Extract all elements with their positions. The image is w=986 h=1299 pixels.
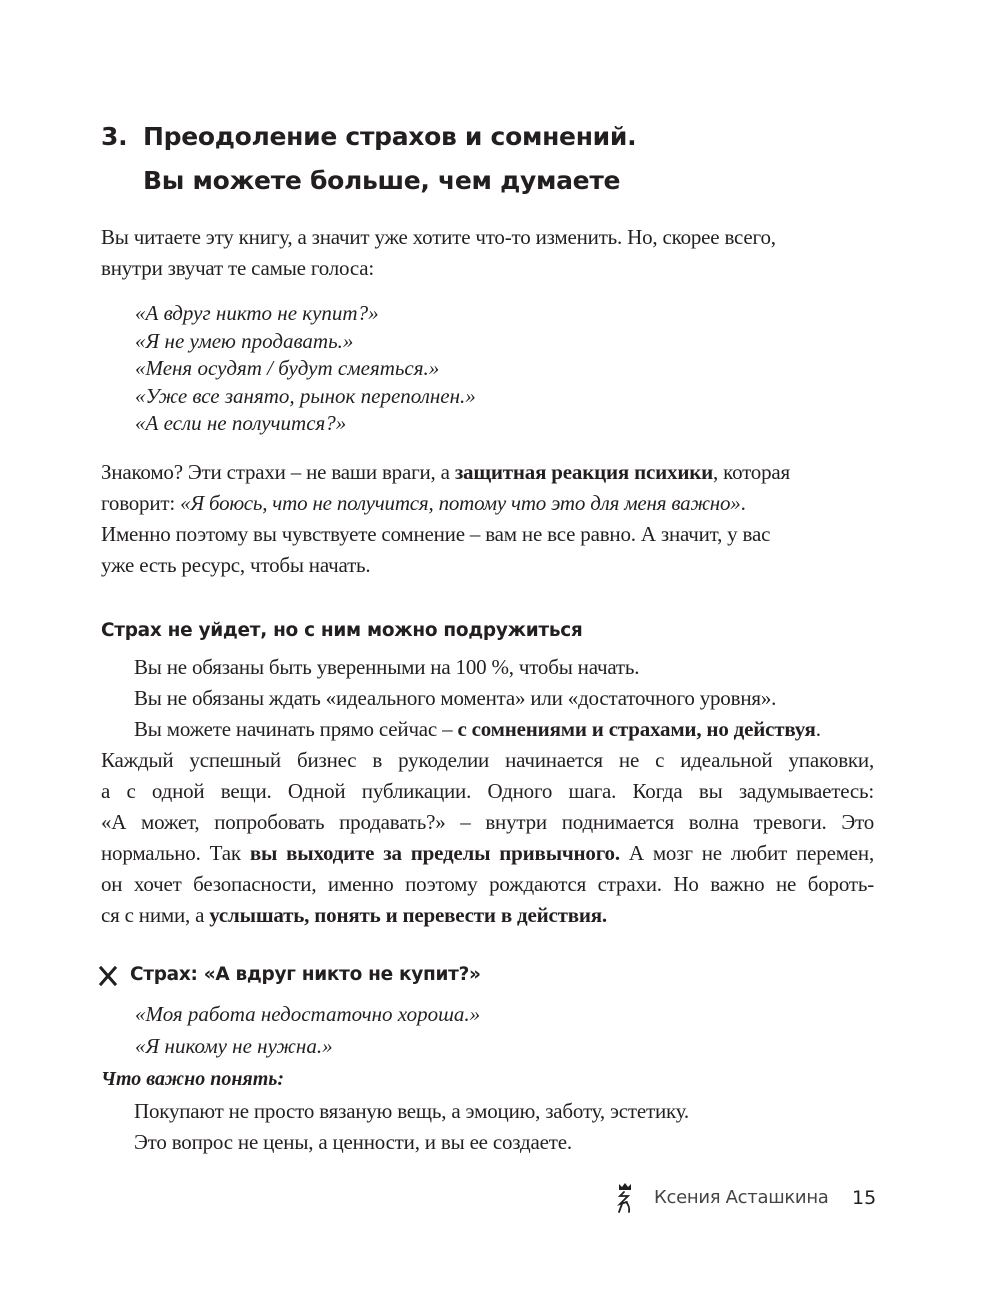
text: Вы можете начинать прямо сейчас – bbox=[134, 717, 458, 741]
paragraph-line: а с одной вещи. Одной публикации. Одного шага. Когда вы задумываетесь: bbox=[101, 779, 874, 803]
section-title-line1: Преодоление страхов и сомнений. bbox=[143, 122, 637, 151]
voice-quote: «А если не получится?» bbox=[135, 411, 347, 435]
italic-quote: «Я боюсь, что не получится, потому что это для меня важно» bbox=[180, 491, 741, 515]
page-number: 15 bbox=[852, 1187, 877, 1209]
text: . bbox=[815, 717, 821, 741]
paragraph-line: он хочет безопасности, именно поэтому рождаются страхи. Но важно не бороть- bbox=[101, 872, 874, 896]
fear-quote: «Моя работа недостаточно хороша.» bbox=[135, 1002, 481, 1026]
paragraph-line bbox=[101, 457, 881, 488]
paragraph-line: уже есть ресурс, чтобы начать. bbox=[101, 553, 371, 577]
paragraph-line: Каждый успешный бизнес в рукоделии начинается не с идеальной упаковки, bbox=[101, 748, 874, 772]
paragraph-line: Вы не обязаны ждать «идеального момента» или «достаточного уровня». bbox=[134, 686, 777, 710]
paragraph-line: Именно поэтому вы чувствуете сомнение – вам не все равно. А значит, у вас bbox=[101, 522, 771, 546]
emphasis-text: услышать, понять и перевести в действия. bbox=[209, 903, 607, 927]
paragraph-line: Вы не обязаны быть уверенными на 100 %, чтобы начать. bbox=[134, 655, 640, 679]
inner-voices-list bbox=[135, 300, 476, 438]
paragraph-line bbox=[101, 903, 607, 928]
voice-quote: «Я не умею продавать.» bbox=[135, 328, 354, 353]
paragraph-line bbox=[101, 488, 881, 519]
fear-quote: «Я никому не нужна.» bbox=[135, 1034, 333, 1058]
emphasis-text: защитная реакция психики bbox=[454, 460, 714, 484]
voice-quote: «Уже все занято, рынок переполнен.» bbox=[135, 383, 476, 408]
footer-author: Ксения Асташкина bbox=[654, 1187, 829, 1208]
paragraph-line bbox=[101, 841, 874, 866]
fear-heading: Страх: «А вдруг никто не купит?» bbox=[130, 964, 481, 985]
paragraph-line bbox=[134, 717, 821, 742]
important-label: Что важно понять: bbox=[101, 1068, 285, 1090]
emphasis-text: с сомнениями и страхами, но действуя bbox=[457, 717, 816, 741]
section-number: 3. bbox=[101, 122, 128, 151]
text: нормально. Так bbox=[101, 841, 250, 865]
voice-quote: «Меня осудят / будут смеяться.» bbox=[135, 356, 440, 380]
text: говорит: bbox=[101, 491, 181, 515]
section-title bbox=[101, 115, 636, 203]
intro-line: внутри звучат те самые голоса: bbox=[101, 256, 374, 280]
crowned-branch-icon bbox=[615, 1182, 635, 1214]
text: , которая bbox=[713, 460, 790, 484]
text: А мозг не любит перемен, bbox=[619, 841, 874, 865]
voice-quote: «А вдруг никто не купит?» bbox=[135, 301, 379, 325]
intro-line: Вы читаете эту книгу, а значит уже хотите что-то изменить. Но, скорее всего, bbox=[101, 225, 776, 249]
familiar-paragraph bbox=[101, 457, 881, 581]
paragraph-line: «А может, попробовать продавать?» – внутри поднимается волна тревоги. Это bbox=[101, 810, 874, 834]
intro-paragraph bbox=[101, 222, 881, 284]
text: Знакомо? Эти страхи – не ваши враги, а bbox=[101, 460, 455, 484]
text: . bbox=[740, 491, 746, 515]
subheading: Страх не уйдет, но с ним можно подружиться bbox=[101, 620, 583, 641]
text: ся с ними, а bbox=[101, 903, 210, 927]
important-point: Это вопрос не цены, а ценности, и вы ее создаете. bbox=[134, 1130, 572, 1154]
section-title-line2: Вы можете больше, чем думаете bbox=[143, 166, 621, 195]
fear-quotes bbox=[135, 998, 480, 1062]
cross-icon bbox=[99, 966, 117, 986]
important-point: Покупают не просто вязаную вещь, а эмоцию, заботу, эстетику. bbox=[134, 1099, 689, 1123]
emphasis-text: вы выходите за пределы привычного. bbox=[249, 841, 620, 865]
